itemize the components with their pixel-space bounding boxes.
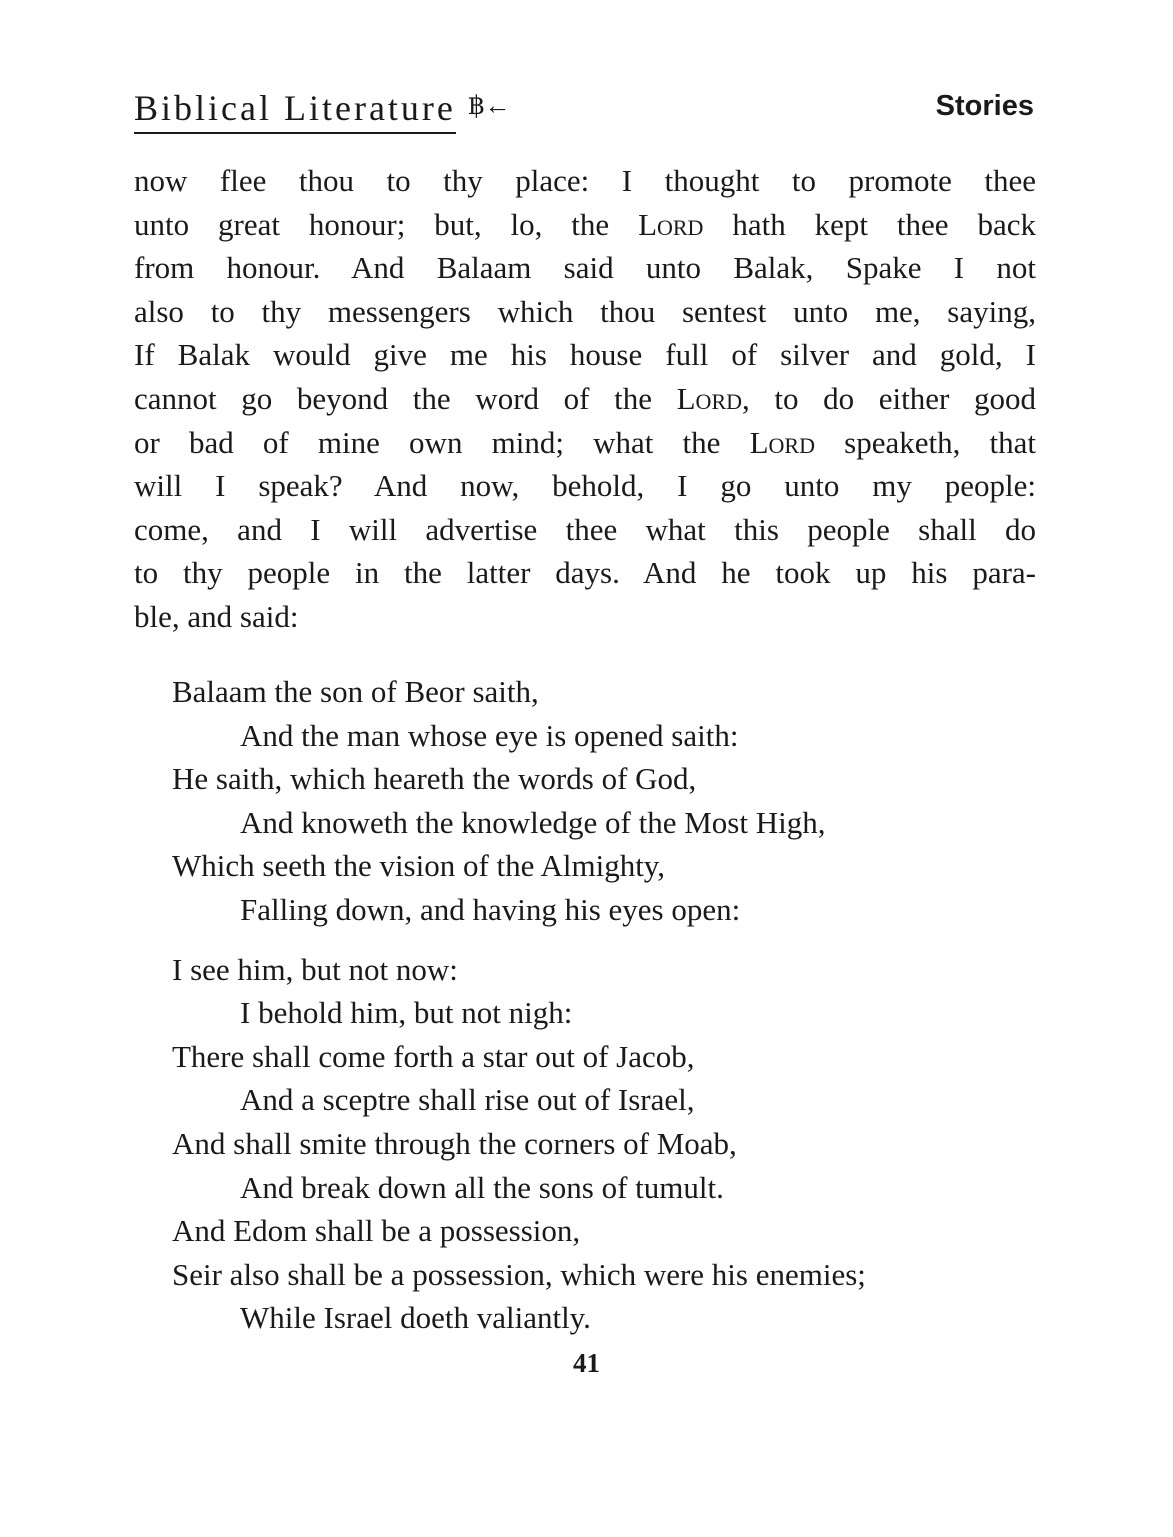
prose-line: will I speak? And now, behold, I go unto my people: — [134, 468, 1036, 504]
divine-name: Lord — [749, 424, 815, 460]
verse-line: And knoweth the knowledge of the Most High, — [240, 804, 826, 840]
stanza — [172, 670, 1052, 932]
divine-name: Lord — [638, 206, 704, 242]
stanza — [172, 948, 1052, 1340]
prose-line: also to thy messengers which thou sentest unto me, saying, — [134, 293, 1036, 329]
verse-line: And the man whose eye is opened saith: — [240, 717, 739, 753]
verse-line: While Israel doeth valiantly. — [240, 1300, 591, 1336]
verse-line: Which seeth the vision of the Almighty, — [172, 848, 666, 884]
verse-line: Balaam the son of Beor saith, — [172, 674, 539, 709]
prose-line: come, and I will advertise thee what this people shall do — [134, 511, 1036, 547]
ornament-glyph: ฿← — [467, 91, 511, 120]
prose-line: ble, and said: — [134, 598, 299, 634]
divine-name: Lord — [676, 380, 743, 416]
prose-line: If Balak would give me his house full of silver and gold, I — [134, 337, 1036, 373]
running-head — [134, 84, 510, 134]
prose-line: from honour. And Balaam said unto Balak, Spake I not — [134, 250, 1036, 286]
book-title: Biblical Literature — [134, 86, 456, 134]
prose-line: unto great honour; but, lo, the Lord hath kept thee back — [134, 206, 1036, 242]
verse-line: And a sceptre shall rise out of Israel, — [240, 1082, 695, 1118]
verse-line: And Edom shall be a possession, — [172, 1213, 581, 1249]
verse-line: There shall come forth a star out of Jacob, — [172, 1038, 695, 1074]
page-number: 41 — [573, 1348, 600, 1378]
prose-line: to thy people in the latter days. And he took up his para- — [134, 555, 1036, 591]
verse-line: I behold him, but not nigh: — [240, 995, 573, 1031]
verse-line: And shall smite through the corners of Moab, — [172, 1125, 737, 1161]
verse-line: I see him, but not now: — [172, 951, 458, 987]
verse-line: And break down all the sons of tumult. — [240, 1169, 724, 1205]
prose-line: or bad of mine own mind; what the Lord speaketh, that — [134, 424, 1036, 460]
section-title: Stories — [935, 90, 1034, 122]
verse-line: Seir also shall be a possession, which were his enemies; — [172, 1256, 866, 1292]
verse-line: He saith, which heareth the words of God, — [172, 761, 697, 797]
verse-line: Falling down, and having his eyes open: — [240, 891, 741, 927]
prose-line: now flee thou to thy place: I thought to promote thee — [134, 163, 1036, 198]
poem — [172, 670, 1052, 1356]
prose-line: cannot go beyond the word of the Lord, to do either good — [134, 380, 1036, 416]
prose-paragraph — [134, 159, 1036, 639]
